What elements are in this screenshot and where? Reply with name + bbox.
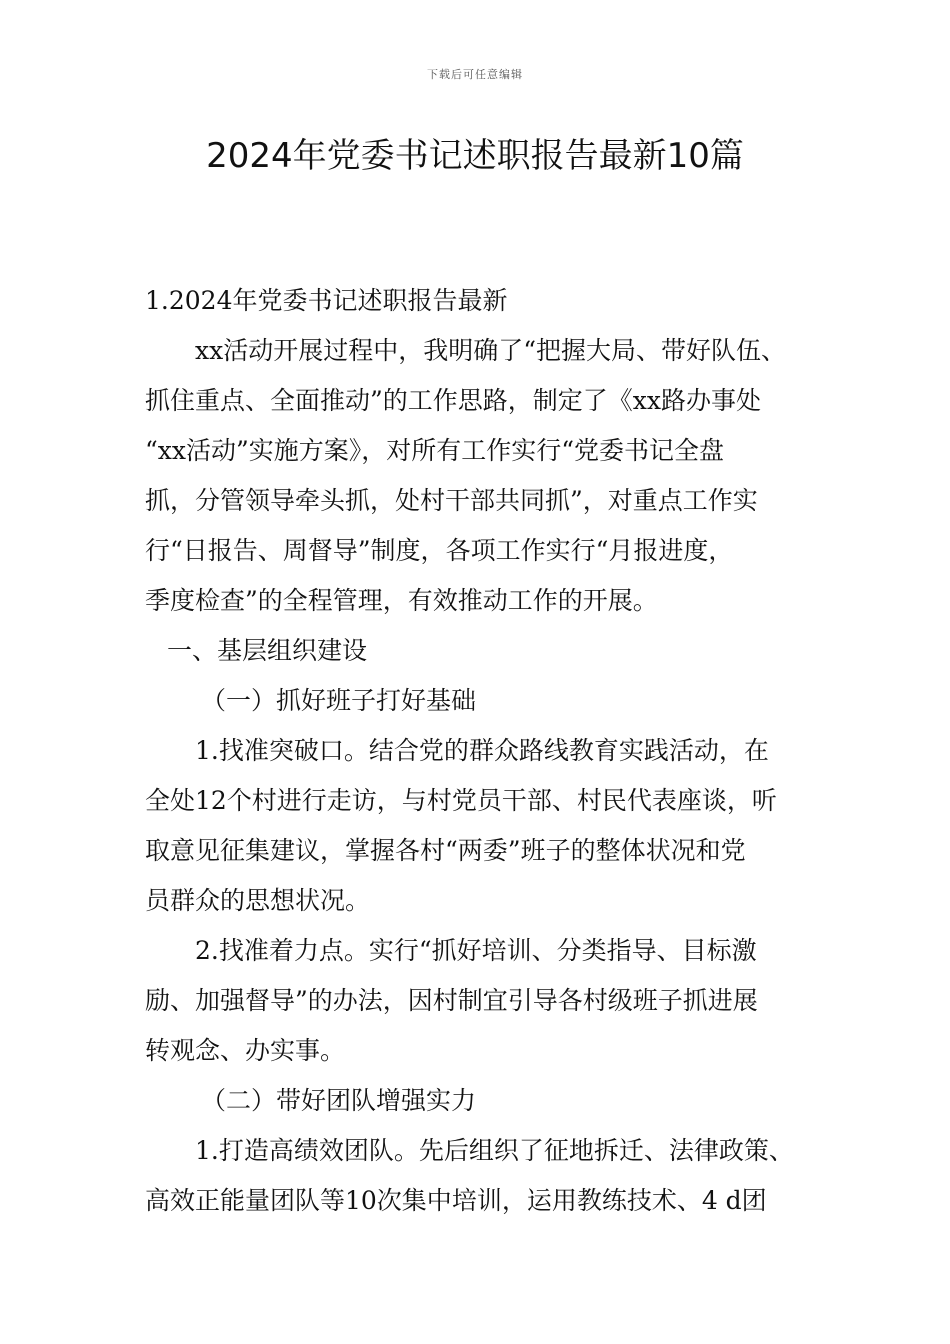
paragraph-line: 抓住重点、全面推动”的工作思路，制定了《xx路办事处: [145, 386, 761, 415]
paragraph-line: 抓，分管领导牵头抓，处村干部共同抓”，对重点工作实: [145, 486, 758, 515]
subheading: 一、基层组织建设: [167, 636, 368, 665]
paragraph-line: 季度检查”的全程管理，有效推动工作的开展。: [145, 586, 658, 615]
paragraph-line: 转观念、办实事。: [145, 1036, 346, 1065]
paragraph-line: “xx活动”实施方案》，对所有工作实行“党委书记全盘: [145, 436, 725, 465]
paragraph-line: 2.找准着力点。实行“抓好培训、分类指导、目标激: [195, 936, 757, 965]
paragraph-line: 1.找准突破口。结合党的群众路线教育实践活动，在: [195, 736, 769, 765]
paragraph-line: 员群众的思想状况。: [145, 886, 371, 915]
document-title: 2024年党委书记述职报告最新10篇: [206, 136, 744, 176]
document-body: [145, 276, 815, 1226]
header-note: 下载后可任意编辑: [427, 68, 523, 81]
paragraph-line: 全处12个村进行走访，与村党员干部、村民代表座谈，听: [145, 786, 777, 815]
paragraph-line: 高效正能量团队等10次集中培训，运用教练技术、4 d团: [145, 1186, 767, 1215]
paragraph-line: 行“日报告、周督导”制度，各项工作实行“月报进度，: [145, 536, 734, 565]
paragraph-line: xx活动开展过程中，我明确了“把握大局、带好队伍、: [195, 336, 786, 365]
section-heading: 1.2024年党委书记述职报告最新: [145, 286, 508, 315]
subheading: （一）抓好班子打好基础: [201, 686, 477, 715]
paragraph-line: 取意见征集建议，掌握各村“两委”班子的整体状况和党: [145, 836, 746, 865]
paragraph-line: 1.打造高绩效团队。先后组织了征地拆迁、法律政策、: [195, 1136, 794, 1165]
paragraph-line: 励、加强督导”的办法，因村制宜引导各村级班子抓进展: [145, 986, 758, 1015]
subheading: （二）带好团队增强实力: [201, 1086, 477, 1115]
